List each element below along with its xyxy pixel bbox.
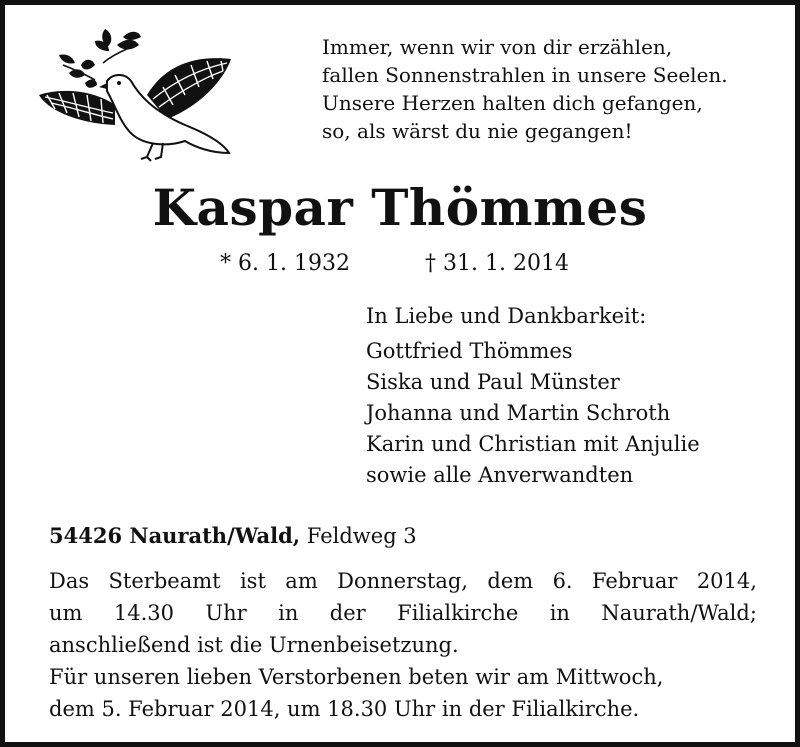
word: Uhr — [205, 601, 247, 625]
poem-line: Unsere Herzen halten dich gefangen, — [322, 91, 703, 115]
memorial-poem — [322, 33, 728, 145]
mourner-name: Karin und Christian mit Anjulie — [366, 432, 700, 456]
mourner-name: Johanna und Martin Schroth — [366, 401, 671, 425]
poem-line: fallen Sonnenstrahlen in unsere Seelen. — [322, 63, 728, 87]
word: Sterbeamt — [108, 569, 221, 593]
word: 2014, — [696, 569, 757, 593]
mourner-name: Siska und Paul Münster — [366, 370, 620, 394]
word: 14.30 — [113, 601, 174, 625]
mourner-name: sowie alle Anverwandten — [366, 463, 634, 487]
prayer-line-2: dem 5. Februar 2014, um 18.30 Uhr in der Filialkirche. — [49, 697, 640, 721]
address — [49, 520, 417, 552]
prayer-line-1: Für unseren lieben Verstorbenen beten wir am Mittwoch, — [49, 665, 664, 689]
word: in — [278, 601, 299, 625]
mourners-intro: In Liebe und Dankbarkeit: — [366, 304, 647, 328]
dove-icon — [35, 25, 235, 165]
word: 6. — [552, 569, 573, 593]
word: Das — [49, 569, 90, 593]
death-date: † 31. 1. 2014 — [425, 251, 569, 276]
address-place: 54426 Naurath/Wald, — [49, 523, 301, 548]
word: in — [549, 601, 570, 625]
word: dem — [487, 569, 534, 593]
funeral-service-text — [49, 565, 757, 661]
service-line-2 — [49, 597, 757, 629]
birth-date: * 6. 1. 1932 — [220, 251, 350, 276]
word: Naurath/Wald; — [601, 601, 757, 625]
poem-line: so, als wärst du nie gegangen! — [322, 119, 633, 143]
deceased-name: Kaspar Thömmes — [152, 178, 648, 237]
poem-line: Immer, wenn wir von dir erzählen, — [322, 35, 673, 59]
mourner-name: Gottfried Thömmes — [366, 339, 573, 363]
address-street: Feldweg 3 — [306, 524, 417, 548]
word: der — [329, 601, 366, 625]
word: Donnerstag, — [337, 569, 468, 593]
word: Februar — [592, 569, 678, 593]
word: um — [49, 601, 83, 625]
word: Filialkirche — [397, 601, 519, 625]
service-line-3: anschließend ist die Urnenbeisetzung. — [49, 633, 459, 657]
service-line-1 — [49, 565, 757, 597]
word: am — [285, 569, 318, 593]
word: ist — [239, 569, 266, 593]
mourners-list — [366, 301, 700, 491]
prayer-text — [49, 661, 757, 725]
